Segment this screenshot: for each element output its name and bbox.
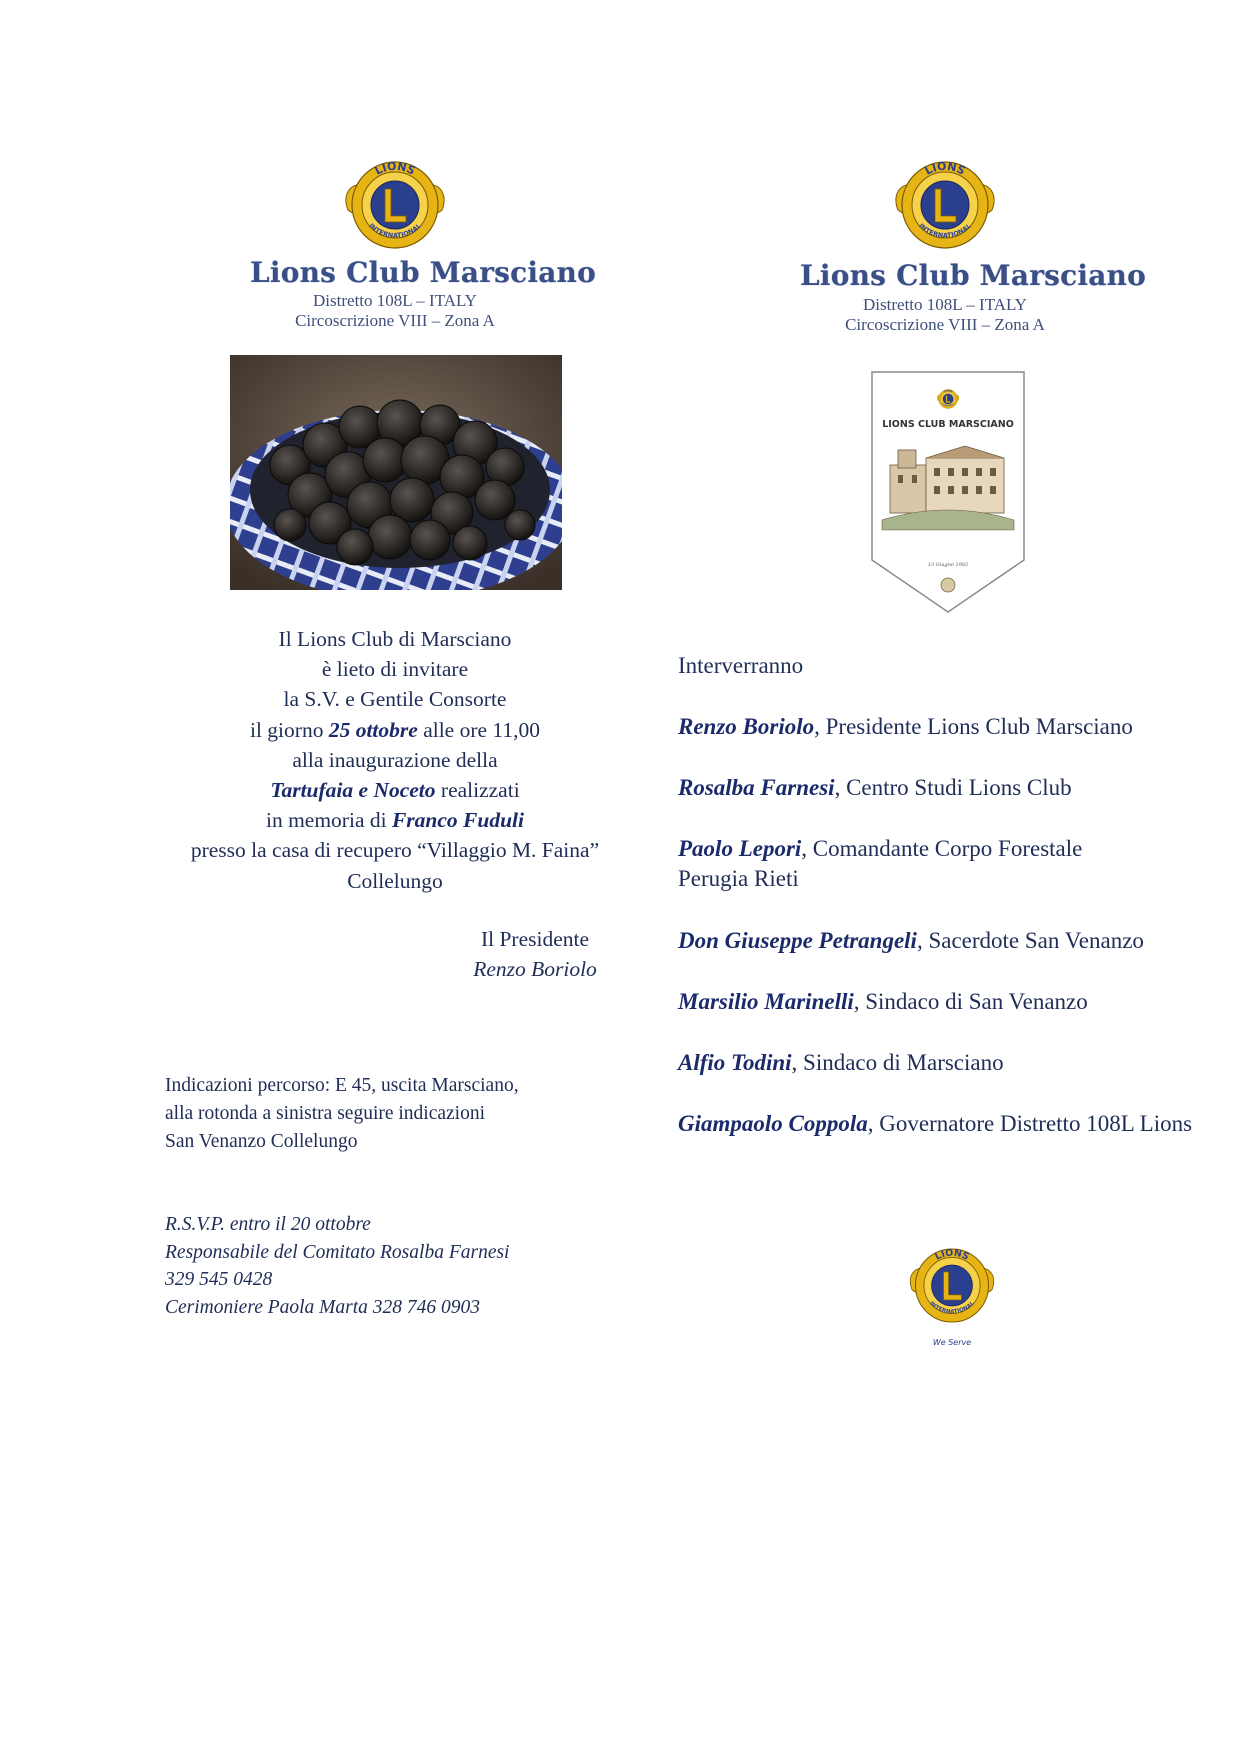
club-name-left: Lions Club Marsciano bbox=[250, 256, 596, 289]
speaker-item bbox=[678, 773, 1240, 803]
speaker-item bbox=[678, 712, 1240, 742]
speaker-item bbox=[678, 1048, 1240, 1078]
signature-role: Il Presidente bbox=[480, 927, 590, 951]
circoscrizione-left: Circoscrizione VIII – Zona A bbox=[295, 311, 495, 330]
rsvp-line: 329 545 0428 bbox=[165, 1269, 273, 1290]
invitation-line: in memoria di Franco Fuduli bbox=[265, 808, 525, 833]
speaker-name: Giampaolo Coppola bbox=[678, 1111, 868, 1136]
invitation-line: Tartufaia e Noceto realizzati bbox=[270, 778, 520, 803]
signature-name: Renzo Boriolo bbox=[473, 957, 597, 981]
lions-logo-icon bbox=[905, 1243, 999, 1328]
speakers-heading: Interverranno bbox=[678, 653, 804, 678]
club-name-right: Lions Club Marsciano bbox=[800, 259, 1146, 292]
lions-logo-icon bbox=[890, 155, 1000, 255]
speaker-role: , Governatore Distretto 108L Lions bbox=[867, 1111, 1193, 1136]
speaker-name: Marsilio Marinelli bbox=[678, 989, 854, 1014]
rsvp-line: Responsabile del Comitato Rosalba Farnesi bbox=[165, 1241, 510, 1263]
speaker-role: , Centro Studi Lions Club bbox=[834, 775, 1072, 800]
pennant-date: 13 Giugno 1982 bbox=[927, 562, 969, 568]
directions-line: San Venanzo Collelungo bbox=[165, 1131, 358, 1152]
invitation-line: Il Lions Club di Marsciano bbox=[278, 627, 512, 651]
speaker-name: Don Giuseppe Petrangeli bbox=[678, 928, 917, 953]
invitation-line: la S.V. e Gentile Consorte bbox=[283, 687, 507, 712]
rsvp-block bbox=[165, 1211, 509, 1321]
district-right: Distretto 108L – ITALY bbox=[863, 295, 1027, 314]
rsvp-line: R.S.V.P. entro il 20 ottobre bbox=[165, 1214, 371, 1235]
invitation-line: presso la casa di recupero “Villaggio M. Faina” bbox=[190, 838, 600, 863]
directions bbox=[165, 1072, 519, 1156]
directions-line: Indicazioni percorso: E 45, uscita Marsciano, bbox=[165, 1075, 519, 1096]
speaker-item bbox=[678, 926, 1218, 956]
district-left: Distretto 108L – ITALY bbox=[313, 291, 477, 310]
circoscrizione-right: Circoscrizione VIII – Zona A bbox=[845, 315, 1045, 334]
memorial-name: Franco Fuduli bbox=[391, 808, 525, 833]
pennant-title: LIONS CLUB MARSCIANO bbox=[882, 419, 1014, 430]
directions-line: alla rotonda a sinistra seguire indicazioni bbox=[165, 1103, 486, 1124]
rsvp-line: Cerimoniere Paola Marta 328 746 0903 bbox=[165, 1296, 481, 1318]
invitation-line: alla inaugurazione della bbox=[292, 747, 498, 772]
speaker-name: Paolo Lepori bbox=[678, 836, 802, 861]
event-name: Tartufaia e Noceto bbox=[270, 778, 436, 803]
speaker-role: , Comandante Corpo Forestale Perugia Rieti bbox=[678, 836, 1083, 891]
speaker-name: Renzo Boriolo bbox=[678, 714, 815, 739]
speaker-name: Rosalba Farnesi bbox=[678, 775, 835, 800]
speaker-item bbox=[678, 1109, 1213, 1139]
invitation-line: il giorno 25 ottobre alle ore 11,00 bbox=[249, 717, 540, 742]
invitation-line: è lieto di invitare bbox=[321, 657, 469, 682]
speaker-role: , Sindaco di San Venanzo bbox=[853, 989, 1088, 1014]
speaker-item bbox=[678, 987, 1240, 1017]
speaker-role: , Presidente Lions Club Marsciano bbox=[814, 714, 1133, 739]
lions-logo-icon bbox=[340, 155, 450, 255]
speaker-name: Alfio Todini bbox=[678, 1050, 792, 1075]
invitation-line: Collelungo bbox=[347, 868, 443, 893]
event-date: 25 ottobre bbox=[328, 717, 418, 742]
truffle-basket-photo bbox=[230, 355, 562, 590]
speaker-item bbox=[678, 834, 1148, 894]
speaker-role: , Sacerdote San Venanzo bbox=[916, 928, 1144, 953]
club-pennant bbox=[868, 370, 1028, 615]
speaker-role: , Sindaco di Marsciano bbox=[791, 1050, 1004, 1075]
invitation-text bbox=[140, 624, 650, 896]
tagline: We Serve bbox=[932, 1338, 972, 1347]
